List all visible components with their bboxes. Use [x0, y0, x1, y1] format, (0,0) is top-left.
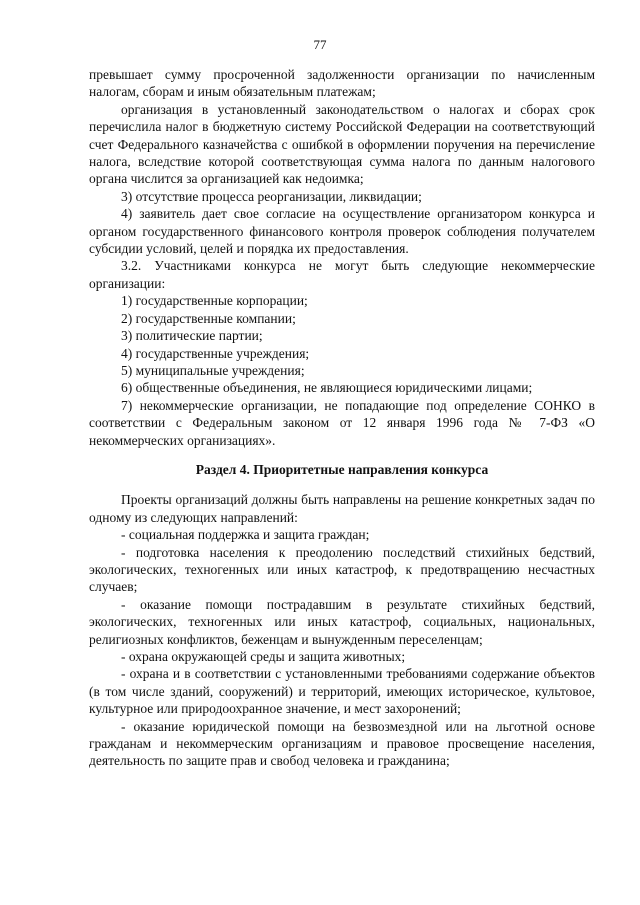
list-item: 4) государственные учреждения;	[121, 345, 310, 361]
list-item: - оказание помощи пострадавшим в результате стихийных бедствий, экологических, техногенных или иных катастроф, социальных, национальных, религиозных конфликтов, беженцам и вынужденным переселенцам;	[89, 596, 595, 647]
list-item: - охрана окружающей среды и защита животных;	[121, 649, 406, 664]
list-item: 5) муниципальные учреждения;	[121, 362, 305, 378]
list-item: 3) политические партии;	[121, 328, 263, 344]
list-item: - социальная поддержка и защита граждан;	[121, 527, 370, 543]
list-item: - охрана и в соответствии с установленными требованиями содержание объектов (в том числе зданий, сооружений) и территорий, имеющих историческое, культовое, культурное или природоохранное значение, и мест захоронений;	[89, 666, 595, 717]
paragraph: 3.2. Участниками конкурса не могут быть следующие некоммерческие организации:	[89, 258, 595, 291]
list-item: 1) государственные корпорации;	[121, 293, 308, 309]
list-item: - подготовка населения к преодолению последствий стихийных бедствий, экологических, техногенных или иных катастроф, к предотвращению несчастных случаев;	[89, 544, 595, 595]
list-item: 6) общественные объединения, не являющиеся юридическими лицами;	[121, 380, 533, 396]
list-item: 7) некоммерческие организации, не попадающие под определение СОНКО в соответствии с Федеральным законом от 12 января 1996 года № 7-ФЗ «О некоммерческих организациях».	[89, 397, 595, 448]
list-item: 4) заявитель дает свое согласие на осуществление организатором конкурса и органом государственного финансового контроля проверок соблюдения получателем субсидии условий, целей и порядка их предоставления.	[89, 206, 595, 257]
list-item: 2) государственные компании;	[121, 310, 296, 326]
document-body	[89, 66, 595, 770]
section-title: Раздел 4. Приоритетные направления конкурса	[195, 461, 489, 477]
paragraph: организация в установленный законодательством о налогах и сборах срок перечислила налог в бюджетную систему Российской Федерации на соответствующий счет Федерального казначейства с ошибкой в оформлении поручения на перечисление налога, вследствие которой соответствующая сумма налога по данным налогового органа числится за организацией как недоимка;	[89, 101, 595, 187]
paragraph: превышает сумму просроченной задолженности организации по начисленным налогам, сборам и иным обязательным платежам;	[89, 67, 595, 100]
list-item: - оказание юридической помощи на безвозмездной или на льготной основе гражданам и некоммерческим организациям и правовое просвещение населения, деятельность по защите прав и свобод человека и гражданина;	[89, 718, 595, 769]
paragraph: Проекты организаций должны быть направлены на решение конкретных задач по одному из следующих направлений:	[89, 492, 595, 525]
list-item: 3) отсутствие процесса реорганизации, ликвидации;	[121, 188, 422, 204]
page-number: 77	[313, 37, 327, 52]
